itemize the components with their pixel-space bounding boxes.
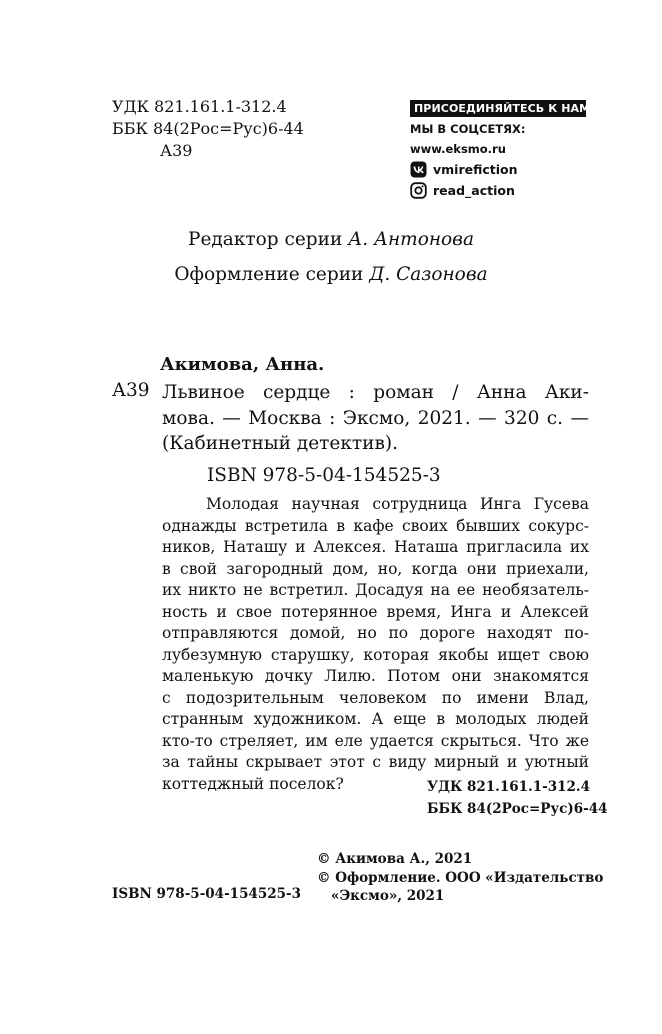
instagram-handle: read_action bbox=[433, 183, 515, 198]
annotation-line: в свой загородный дом, но, когда они приехали, bbox=[162, 559, 589, 578]
bbk-code: ББК 84(2Рос=Рус)6-44 bbox=[112, 119, 304, 138]
author-heading: Акимова, Анна. bbox=[160, 354, 325, 375]
series-editor-label: Редактор серии bbox=[188, 229, 343, 250]
annotation-line: Молодая научная сотрудница Инга Гусева bbox=[206, 495, 589, 513]
bib-author-mark: А39 bbox=[112, 380, 150, 401]
vk-row[interactable] bbox=[410, 159, 586, 180]
series-editor-name: А. Антонова bbox=[348, 229, 474, 250]
copyright-author: © Акимова А., 2021 bbox=[317, 851, 473, 867]
social-subtitle: МЫ В СОЦСЕТЯХ: bbox=[410, 122, 526, 136]
annotation-line: ность и свое потерянное время, Инга и Алексей bbox=[162, 602, 589, 621]
series-design-line bbox=[0, 264, 662, 285]
annotation-line: маленькую дочку Лилю. Потом они знакомятся bbox=[162, 667, 589, 685]
copyright-design: © Оформление. ООО «Издательство bbox=[317, 869, 604, 886]
series-design-name: Д. Сазонова bbox=[369, 264, 488, 285]
annotation bbox=[162, 494, 589, 795]
annotation-line: за тайны скрывает этот с виду мирный и уютный bbox=[162, 753, 589, 771]
footer-bbk: ББК 84(2Рос=Рус)6-44 bbox=[427, 801, 608, 817]
bib-line: (Кабинетный детектив). bbox=[162, 433, 398, 454]
annotation-line: с подозрительным человеком по имени Влад, bbox=[162, 688, 589, 707]
instagram-row[interactable] bbox=[410, 180, 586, 201]
copyright-block bbox=[317, 850, 603, 906]
series-design-label: Оформление серии bbox=[174, 264, 364, 285]
annotation-line: их никто не встретил. Досадуя на ее необязатель- bbox=[162, 581, 589, 599]
udk-code: УДК 821.161.1-312.4 bbox=[112, 97, 287, 116]
bib-line: Львиное сердце : роман / Анна Аки- bbox=[162, 382, 589, 403]
website-link[interactable]: www.eksmo.ru bbox=[410, 142, 506, 156]
instagram-icon bbox=[410, 182, 427, 199]
footer-udk: УДК 821.161.1-312.4 bbox=[427, 779, 590, 795]
author-mark: А39 bbox=[160, 141, 193, 160]
footer-classification bbox=[427, 776, 608, 820]
bib-description bbox=[162, 380, 589, 457]
annotation-line: отправляются домой, но по дороге находят по- bbox=[162, 624, 589, 642]
series-editor-line bbox=[0, 229, 662, 250]
annotation-line: кто-то стреляет, им еле удается скрыться. Что же bbox=[162, 731, 589, 750]
vk-handle: vmirefiction bbox=[433, 162, 518, 177]
footer-isbn: ISBN 978-5-04-154525-3 bbox=[112, 886, 302, 902]
classification-block bbox=[112, 96, 304, 162]
join-us-banner: ПРИСОЕДИНЯЙТЕСЬ К НАМ! bbox=[410, 100, 586, 117]
isbn: ISBN 978-5-04-154525-3 bbox=[207, 465, 441, 486]
social-block bbox=[410, 100, 596, 201]
annotation-line: ников, Наташу и Алексея. Наташа пригласила их bbox=[162, 538, 589, 556]
copyright-publisher: «Эксмо», 2021 bbox=[331, 888, 445, 904]
annotation-line: коттеджный поселок? bbox=[162, 774, 344, 793]
annotation-line: странным художником. А еще в молодых людей bbox=[162, 710, 589, 728]
bib-line: мова. — Москва : Эксмо, 2021. — 320 с. — bbox=[162, 407, 589, 429]
annotation-line: однажды встретила в кафе своих бывших сокурс- bbox=[162, 516, 589, 535]
annotation-line: лубезумную старушку, которая якобы ищет свою bbox=[162, 645, 589, 664]
vk-icon bbox=[410, 161, 427, 178]
